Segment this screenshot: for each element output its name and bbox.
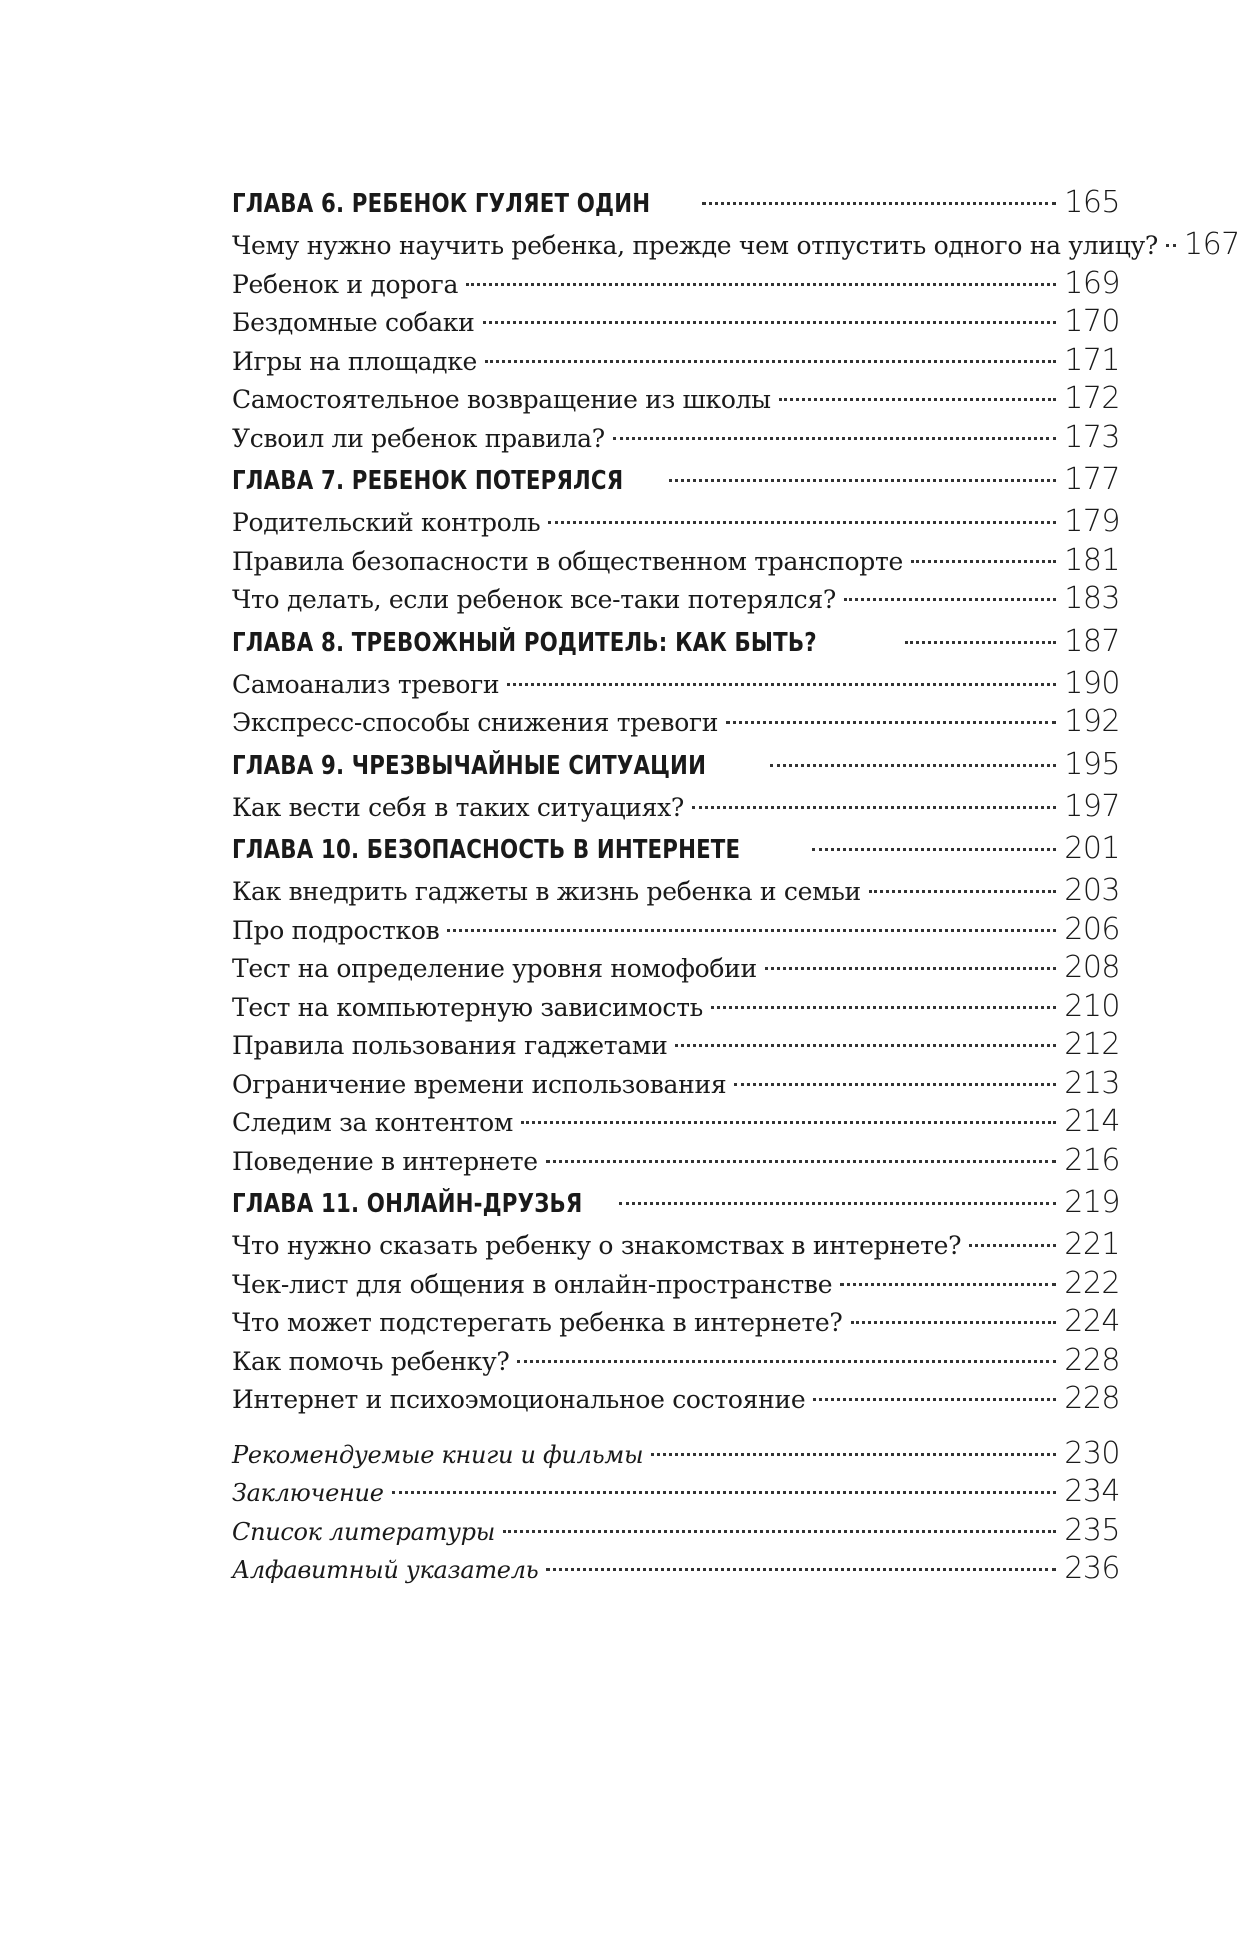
toc-item-row [232, 1265, 1120, 1304]
dot-leader [483, 321, 1057, 324]
toc-appendix-row [232, 1512, 1120, 1551]
dot-leader [702, 202, 1056, 205]
toc-page-number: 181 [1064, 542, 1120, 578]
toc-item-row [232, 1380, 1120, 1419]
toc-page-number: 216 [1064, 1142, 1120, 1178]
toc-page-number: 222 [1064, 1265, 1120, 1301]
dot-leader [619, 1202, 1056, 1205]
toc-entry-title: Родительский контроль [232, 508, 541, 537]
toc-page-number: 234 [1064, 1474, 1120, 1509]
toc-entry-title: Интернет и психоэмоциональное состояние [232, 1385, 806, 1414]
toc-chapter-row [232, 457, 1120, 503]
toc-entry-title: Бездомные собаки [232, 308, 475, 337]
dot-leader [905, 641, 1056, 644]
toc-item-row [232, 419, 1120, 458]
toc-appendix-row [232, 1473, 1120, 1512]
toc-entry-title: Самоанализ тревоги [232, 669, 500, 699]
toc-entry-title: Чек-лист для общения в онлайн-пространстве [232, 1269, 833, 1299]
dot-leader [765, 967, 1056, 970]
toc-entry-title: Как помочь ребенку? [232, 1346, 510, 1376]
toc-item-row [232, 342, 1120, 381]
dot-leader [969, 1244, 1056, 1247]
toc-entry-title: Алфавитный указатель [232, 1556, 539, 1584]
toc-entry-title: ГЛАВА 7. РЕБЕНОК ПОТЕРЯЛСЯ [232, 466, 624, 496]
toc-page-number: 214 [1064, 1104, 1120, 1139]
dot-leader [692, 806, 1056, 809]
dot-leader [911, 560, 1056, 563]
dot-leader [851, 1321, 1057, 1324]
dot-leader [485, 360, 1056, 363]
dot-leader [711, 1006, 1056, 1009]
toc-chapter-row [232, 826, 1120, 872]
dot-leader [844, 598, 1056, 601]
toc-page-number: 183 [1064, 581, 1120, 616]
dot-leader [546, 1160, 1056, 1163]
toc-item-row [232, 872, 1120, 911]
toc-entry-title: Тест на компьютерную зависимость [232, 992, 703, 1022]
toc-page-number: 213 [1064, 1065, 1120, 1101]
toc-entry-title: Усвоил ли ребенок правила? [232, 423, 605, 453]
toc-chapter-row [232, 180, 1120, 226]
toc-appendix-row [232, 1550, 1120, 1589]
toc-page-number: 219 [1064, 1185, 1120, 1220]
dot-leader [392, 1491, 1057, 1494]
dot-leader [840, 1283, 1056, 1286]
toc-entry-title: Самостоятельное возвращение из школы [232, 385, 771, 414]
dot-leader [779, 398, 1056, 401]
toc-entry-title: Что может подстерегать ребенка в интернете? [232, 1308, 843, 1337]
toc-page-number: 172 [1064, 381, 1120, 416]
toc-item-row [232, 542, 1120, 581]
toc-page-number: 165 [1064, 185, 1120, 220]
toc-entry-title: ГЛАВА 10. БЕЗОПАСНОСТЬ В ИНТЕРНЕТЕ [232, 835, 741, 865]
toc-page-number: 230 [1064, 1435, 1120, 1471]
dot-leader [517, 1360, 1056, 1363]
toc-page-number: 170 [1064, 304, 1120, 339]
toc-page-number: 235 [1064, 1512, 1120, 1548]
toc-item-row [232, 380, 1120, 419]
toc-entry-title: ГЛАВА 6. РЕБЕНОК ГУЛЯЕТ ОДИН [232, 189, 651, 219]
toc-page-number: 201 [1064, 831, 1120, 866]
toc-entry-title: Ребенок и дорога [232, 269, 459, 299]
toc-item-row [232, 1303, 1120, 1342]
toc-item-row [232, 1065, 1120, 1104]
toc-item-row [232, 1342, 1120, 1381]
toc-page-number: 236 [1064, 1551, 1120, 1586]
dot-leader [503, 1530, 1056, 1533]
dot-leader [1166, 244, 1176, 247]
toc-entry-title: Как вести себя в таких ситуациях? [232, 792, 685, 822]
toc-entry-title: Тест на определение уровня номофобии [232, 954, 757, 983]
toc-chapter-row [232, 619, 1120, 665]
toc-item-row [232, 580, 1120, 619]
toc-page-number: 179 [1064, 504, 1120, 539]
toc-page-number: 187 [1064, 623, 1120, 659]
toc-entry-title: Что нужно сказать ребенку о знакомствах в интернете? [232, 1231, 962, 1260]
toc-entry-title: Игры на площадке [232, 346, 478, 376]
toc-item-row [232, 1103, 1120, 1142]
toc-page-number: 192 [1064, 704, 1120, 739]
toc-item-row [232, 1226, 1120, 1265]
toc-entry-title: Следим за контентом [232, 1108, 513, 1137]
toc-entry-title: Список литературы [232, 1517, 495, 1546]
toc-item-row [232, 503, 1120, 542]
dot-leader [548, 521, 1056, 524]
toc-item-row [232, 911, 1120, 950]
table-of-contents [232, 180, 1240, 1589]
toc-entry-title: Экспресс-способы снижения тревоги [232, 708, 719, 737]
dot-leader [466, 283, 1056, 286]
toc-item-row [232, 788, 1120, 827]
toc-page-number: 190 [1064, 665, 1120, 701]
toc-item-row [232, 949, 1120, 988]
toc-entry-title: Про подростков [232, 915, 440, 945]
dot-leader [770, 764, 1056, 767]
toc-item-row [232, 265, 1120, 304]
toc-item-row [232, 703, 1120, 742]
toc-page-number: 173 [1064, 419, 1120, 455]
toc-entry-title: Что делать, если ребенок все-таки потерялся? [232, 585, 836, 614]
dot-leader [447, 929, 1056, 932]
toc-entry-title: ГЛАВА 11. ОНЛАЙН-ДРУЗЬЯ [232, 1189, 583, 1219]
toc-page-number: 169 [1064, 265, 1120, 301]
toc-chapter-row [232, 742, 1120, 788]
dot-leader [669, 479, 1056, 482]
toc-page-number: 171 [1064, 342, 1120, 378]
toc-item-row [232, 1142, 1120, 1181]
toc-item-row [232, 1026, 1120, 1065]
toc-chapter-row [232, 1180, 1120, 1226]
toc-entry-title: Правила безопасности в общественном транспорте [232, 546, 904, 576]
toc-entry-title: Ограничение времени использования [232, 1069, 727, 1099]
toc-page-number: 177 [1064, 462, 1120, 497]
toc-page-number: 206 [1064, 911, 1120, 947]
toc-page-number: 224 [1064, 1304, 1120, 1339]
toc-page-number: 197 [1064, 788, 1120, 824]
dot-leader [813, 1398, 1056, 1401]
toc-entry-title: Чему нужно научить ребенка, прежде чем отпустить одного на улицу? [232, 231, 1158, 260]
dot-leader [507, 683, 1056, 686]
dot-leader [521, 1121, 1056, 1124]
toc-entry-title: Правила пользования гаджетами [232, 1031, 668, 1060]
dot-leader [812, 848, 1056, 851]
toc-item-row [232, 226, 1240, 265]
dot-leader [675, 1044, 1056, 1047]
dot-leader [613, 437, 1056, 440]
dot-leader [546, 1568, 1056, 1571]
toc-page-number: 167 [1184, 227, 1240, 262]
dot-leader [726, 721, 1056, 724]
section-gap [232, 1419, 1120, 1435]
toc-page-number: 228 [1064, 1342, 1120, 1378]
toc-entry-title: ГЛАВА 9. ЧРЕЗВЫЧАЙНЫЕ СИТУАЦИИ [232, 750, 707, 781]
toc-page-number: 221 [1064, 1227, 1120, 1262]
toc-page-number: 210 [1064, 988, 1120, 1024]
toc-appendix-row [232, 1435, 1120, 1474]
toc-page-number: 212 [1064, 1027, 1120, 1062]
toc-page-number: 228 [1064, 1381, 1120, 1416]
dot-leader [651, 1453, 1056, 1456]
toc-page-number: 195 [1064, 746, 1120, 782]
toc-item-row [232, 988, 1120, 1027]
toc-item-row [232, 303, 1120, 342]
toc-page-number: 208 [1064, 950, 1120, 985]
toc-entry-title: Заключение [232, 1479, 384, 1507]
toc-item-row [232, 665, 1120, 704]
dot-leader [869, 890, 1056, 893]
toc-entry-title: ГЛАВА 8. ТРЕВОЖНЫЙ РОДИТЕЛЬ: КАК БЫТЬ? [232, 627, 817, 658]
dot-leader [734, 1083, 1056, 1086]
toc-page-number: 203 [1064, 873, 1120, 908]
toc-entry-title: Поведение в интернете [232, 1146, 538, 1176]
toc-entry-title: Рекомендуемые книги и фильмы [232, 1440, 644, 1469]
toc-entry-title: Как внедрить гаджеты в жизнь ребенка и семьи [232, 877, 861, 906]
